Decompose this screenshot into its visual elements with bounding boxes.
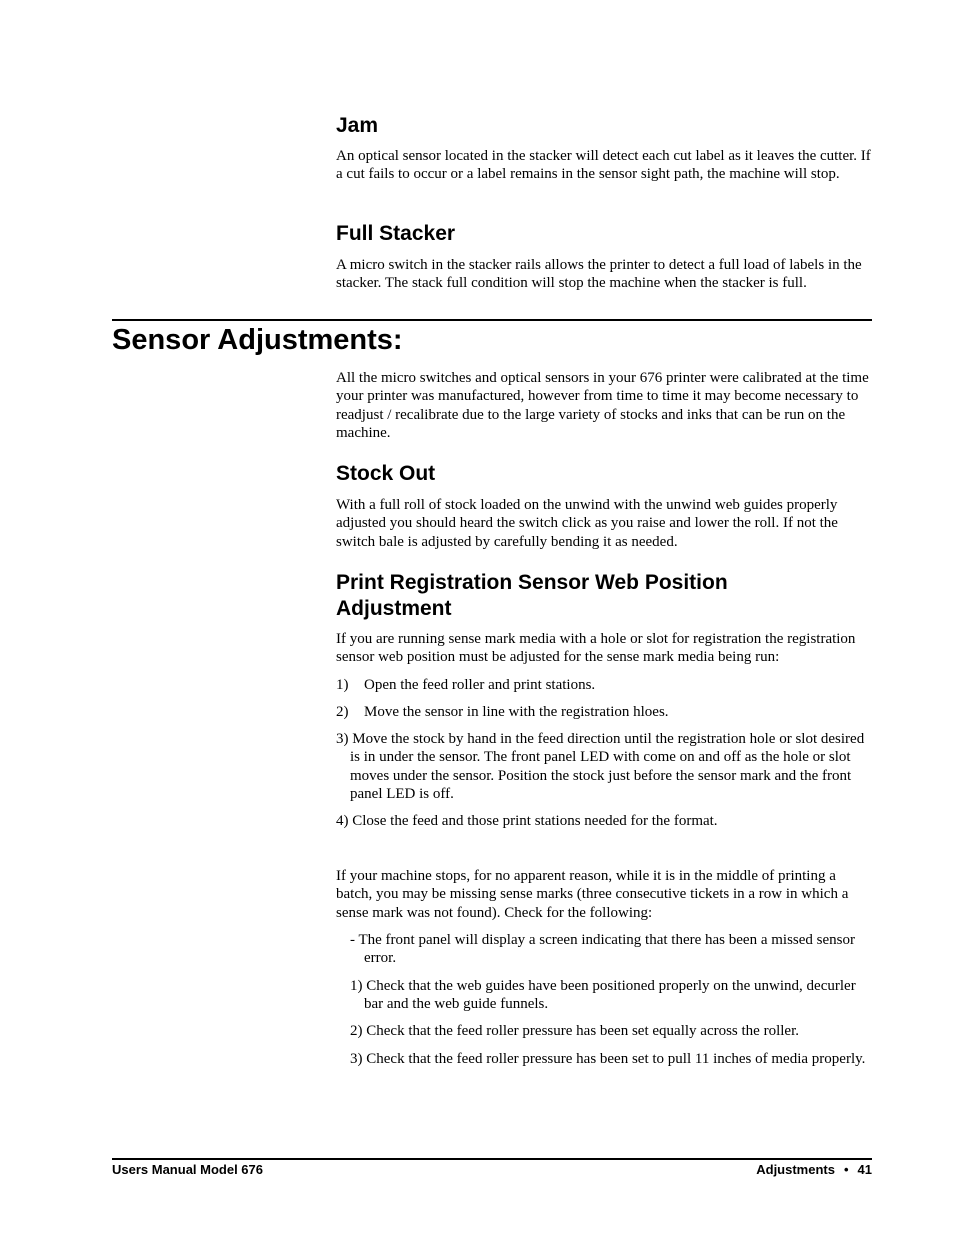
footer-section: Adjustments bbox=[756, 1162, 835, 1177]
footer-page-info bbox=[756, 1162, 872, 1178]
missed-sense-intro: If your machine stops, for no apparent reason, while it is in the middle of printing a batch, you may be missing sense marks (three consecutive tickets in a row in which a sense mark was not found). Check for the following: bbox=[336, 868, 849, 921]
print-registration-heading bbox=[336, 570, 728, 622]
step-4: 4) Close the feed and those print stations needed for the format. bbox=[336, 813, 718, 829]
sensor-adjustments-body: All the micro switches and optical sensors in your 676 printer were calibrated at the time your printer was manufactured, however from time to time it may become necessary to readjust / recalibrate due to the large variety of stocks and inks that can be run on the machine. bbox=[336, 370, 869, 441]
step-2-number: 2) bbox=[336, 704, 349, 720]
step-2 bbox=[336, 703, 872, 721]
check-item: 3) Check that the feed roller pressure has been set to pull 11 inches of media properly. bbox=[350, 1051, 866, 1067]
full-stacker-heading: Full Stacker bbox=[336, 222, 456, 245]
check-item: 1) Check that the web guides have been positioned properly on the unwind, decurler bar and the web guide funnels. bbox=[350, 978, 856, 1013]
step-1 bbox=[336, 676, 872, 694]
stock-out-body: With a full roll of stock loaded on the unwind with the unwind web guides properly adjusted you should heard the switch click as you raise and lower the roll. If not the switch bale is adjusted by carefully bending it as needed. bbox=[336, 497, 838, 550]
footer-bullet: • bbox=[843, 1162, 849, 1177]
page-number: 41 bbox=[857, 1162, 872, 1177]
print-registration-heading-line2: Adjustment bbox=[336, 597, 452, 620]
step-3: 3) Move the stock by hand in the feed direction until the registration hole or slot desired is in under the sensor. The front panel LED with come on and off as the hole or slot moves under the sensor. Position the stock just before the sensor mark and the front panel LED is off. bbox=[336, 731, 865, 802]
sensor-adjustments-heading: Sensor Adjustments: bbox=[112, 324, 403, 356]
print-registration-heading-line1: Print Registration Sensor Web Position bbox=[336, 571, 728, 594]
check-item: 2) Check that the feed roller pressure has been set equally across the roller. bbox=[350, 1023, 799, 1039]
step-1-number: 1) bbox=[336, 677, 349, 693]
check-item: - The front panel will display a screen indicating that there has been a missed sensor error. bbox=[350, 932, 855, 967]
jam-heading: Jam bbox=[336, 114, 379, 137]
full-stacker-body: A micro switch in the stacker rails allows the printer to detect a full load of labels in the stacker. The stack full condition will stop the machine when the stacker is full. bbox=[336, 257, 862, 292]
footer-title: Users Manual Model 676 bbox=[112, 1162, 263, 1177]
jam-body: An optical sensor located in the stacker will detect each cut label as it leaves the cutter. If a cut fails to occur or a label remains in the sensor sight path, the machine will stop. bbox=[336, 148, 871, 183]
step-2-text: Move the sensor in line with the registration hloes. bbox=[364, 704, 669, 720]
print-registration-intro: If you are running sense mark media with a hole or slot for registration the registration sensor web position must be adjusted for the sense mark media being run: bbox=[336, 631, 856, 666]
footer-rule bbox=[112, 1158, 872, 1160]
stock-out-heading: Stock Out bbox=[336, 462, 436, 485]
section-divider bbox=[112, 319, 872, 321]
step-1-text: Open the feed roller and print stations. bbox=[364, 677, 596, 693]
